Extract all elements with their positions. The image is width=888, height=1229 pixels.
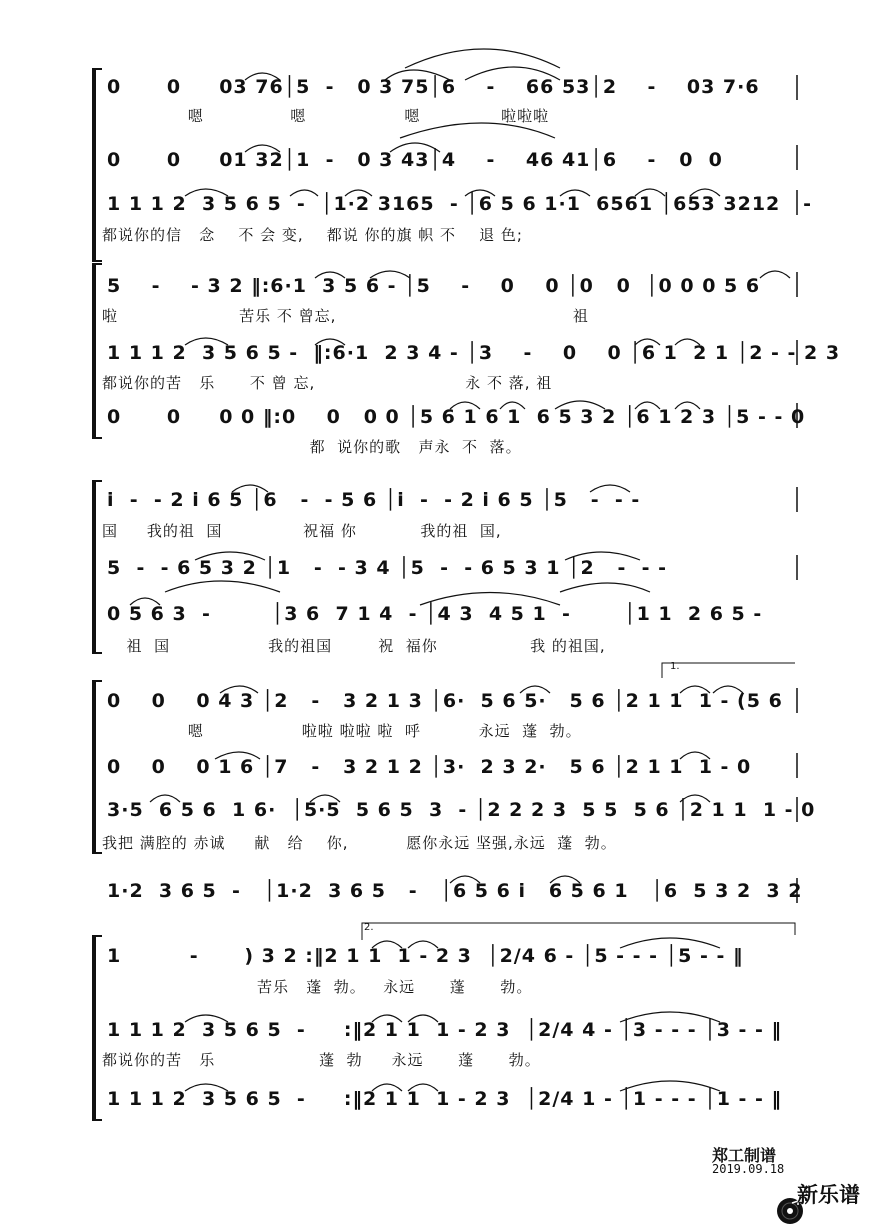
lyric-line: 都 说你的歌 声永 不 落。 [102, 438, 522, 456]
notation-line: 0 0 03 76│5 - 0 3 75│6 - 66 53│2 - 03 7·6 [107, 76, 760, 98]
notation-line: 0 0 0 4 3 │2 - 3 2 1 3 │6· 5 6 5· 5 6 │2 1 1 1 - (5 6 [107, 690, 783, 712]
notation-line: 1·2 3 6 5 - │1·2 3 6 5 - │6 5 6 i 6 5 6 1 │6 5 3 2 3 2 [107, 880, 803, 902]
lyric-line: 都说你的信 念 不 会 变, 都说 你的旗 帜 不 退 色; [102, 226, 523, 244]
lyric-line: 嗯 啦啦 啦啦 啦 呼 永远 蓬 勃。 [107, 722, 582, 740]
volta-label: 2. [364, 922, 374, 933]
notation-line: 0 0 0 1 6 │7 - 3 2 1 2 │3· 2 3 2· 5 6 │2 1 1 1 - 0 [107, 756, 752, 778]
notation-line: 0 5 6 3 - │3 6 7 1 4 - │4 3 4 5 1 - │1 1 2 6 5 - [107, 603, 763, 625]
lyric-line: 嗯 嗯 嗯 啦啦啦 [107, 107, 550, 125]
vinyl-record-icon [766, 1178, 794, 1206]
notation-line: 1 1 1 2 3 5 6 5 - │1·2 3165 - │6 5 6 1·1 6561 │653 3212 - [107, 193, 812, 215]
lyric-line: 苦乐 蓬 勃。 永远 蓬 勃。 [107, 978, 533, 996]
arrangement-date: 2019.09.18 [712, 1162, 785, 1176]
notation-line: i - - 2 i 6 5 │6 - - 5 6 │i - - 2 i 6 5 │5 - - - [107, 489, 641, 511]
lyric-line: 啦 苦乐 不 曾忘, 祖 [102, 307, 589, 325]
notation-line: 0 0 0 0 ‖:0 0 0 0 │5 6 1 6 1 6 5 3 2 │6 1 2 3 │5 - - 0 [107, 406, 806, 428]
arranger-credit: 郑工制谱 [712, 1146, 777, 1165]
lyric-line: 都说你的苦 乐 蓬 勃 永远 蓬 勃。 [102, 1051, 541, 1069]
volta-label: 1. [670, 661, 680, 672]
lyric-line: 国 我的祖 国 祝福 你 我的祖 国, [102, 522, 502, 540]
site-logo-text: 新乐谱 [797, 1183, 860, 1207]
lyric-line: 都说你的苦 乐 不 曾 忘, 永 不 落, 祖 [102, 374, 553, 392]
notation-line: 1 1 1 2 3 5 6 5 - :‖2 1 1 1 - 2 3 │2/4 1 - │1 - - - │1 - - ‖ [107, 1088, 783, 1110]
notation-line: 5 - - 3 2 ‖:6·1 3 5 6 - │5 - 0 0 │0 0 │0 0 0 5 6 [107, 275, 761, 297]
notation-line: 3·5 6 5 6 1 6· │5·5 5 6 5 3 - │2 2 2 3 5 5 5 6 │2 1 1 1 - 0 [107, 799, 816, 821]
lyric-line: 我把 满腔的 赤诚 献 给 你, 愿你永远 坚强,永远 蓬 勃。 [102, 834, 617, 852]
notation-line: 1 - ) 3 2 :‖2 1 1 1 - 2 3 │2/4 6 - │5 - - - │5 - - ‖ [107, 945, 744, 967]
notation-line: 0 0 01 32│1 - 0 3 43│4 - 46 41│6 - 0 0 [107, 149, 723, 171]
notation-line: 1 1 1 2 3 5 6 5 - ‖:6·1 2 3 4 - │3 - 0 0 │6 1 2 1 │2 - - 2 3 [107, 342, 841, 364]
notation-line: 1 1 1 2 3 5 6 5 - :‖2 1 1 1 - 2 3 │2/4 4 - │3 - - - │3 - - ‖ [107, 1019, 783, 1041]
lyric-line: 祖 国 我的祖国 祝 福你 我 的祖国, [115, 637, 606, 655]
notation-line: 5 - - 6 5 3 2 │1 - - 3 4 │5 - - 6 5 3 1 │2 - - - [107, 557, 668, 579]
